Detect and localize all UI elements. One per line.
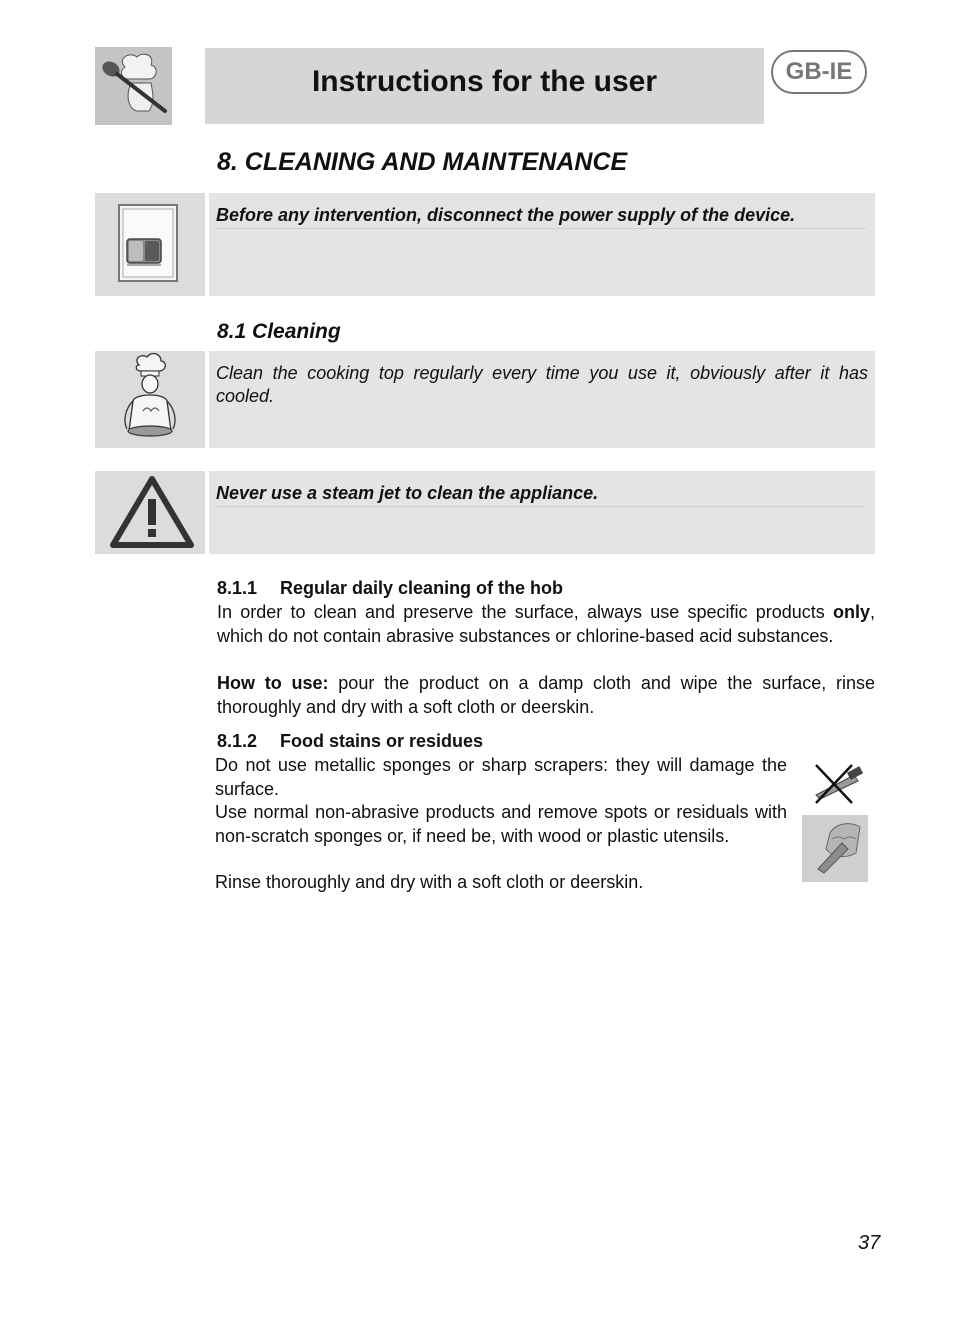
notice-divider: [216, 506, 866, 507]
section-title-cleaning: 8.1 Cleaning: [217, 320, 341, 343]
notice-clean-box: [209, 351, 875, 448]
language-badge: [771, 50, 867, 94]
text-run: pour the product on a damp cloth and wipe the surface, rinse thoroughly and dry with a soft cloth or deerskin.: [217, 673, 876, 717]
power-switch-icon: [95, 193, 205, 296]
notice-clean-text: Clean the cooking top regularly every time you use it, obviously after it has cooled.: [216, 363, 868, 406]
paragraph-no-metallic: Do not use metallic sponges or sharp scrapers: they will damage the surface.: [215, 755, 787, 799]
paragraph-rinse: Rinse thoroughly and dry with a soft cloth or deerskin.: [215, 872, 644, 892]
language-badge-text: GB-IE: [785, 58, 853, 85]
header-bar: [205, 48, 764, 124]
paragraph-daily-cleaning: [217, 601, 875, 648]
text-run: In order to clean and preserve the surface, always use specific products: [217, 602, 833, 622]
emphasis-how-to-use: How to use:: [217, 673, 329, 693]
notice-power-text: Before any intervention, disconnect the power supply of the device.: [216, 205, 796, 225]
paragraph-non-abrasive: Use normal non-abrasive products and remove spots or residuals with non-scratch sponges or, if need be, with wood or plastic utensils.: [215, 802, 787, 846]
warning-triangle-icon: [95, 471, 205, 554]
subsection-title: Food stains or residues: [280, 731, 484, 751]
page-title: Instructions for the user: [311, 65, 658, 98]
no-knife-use-sponge-icon: [802, 753, 868, 882]
chef-cleaning-icon: [95, 351, 205, 448]
text-run: , which do not contain abrasive substances or chlorine-based acid substances.: [217, 602, 875, 646]
subsection-title: Regular daily cleaning of the hob: [280, 578, 564, 598]
subsection-number: 8.1.2: [217, 731, 258, 751]
subsection-heading-8-1-1: [217, 578, 563, 599]
emphasis-only: only: [832, 602, 870, 622]
paragraph-how-to-use: [217, 672, 875, 719]
logo-icon: [95, 47, 172, 125]
chapter-title: 8. CLEANING AND MAINTENANCE: [217, 148, 628, 176]
subsection-number: 8.1.1: [217, 578, 258, 598]
notice-steam-text: Never use a steam jet to clean the appliance.: [216, 483, 599, 503]
subsection-heading-8-1-2: [217, 731, 483, 752]
notice-steam-box: [209, 471, 875, 554]
page-number: 37: [858, 1232, 881, 1254]
notice-divider: [216, 228, 866, 229]
notice-power-box: [209, 193, 875, 296]
